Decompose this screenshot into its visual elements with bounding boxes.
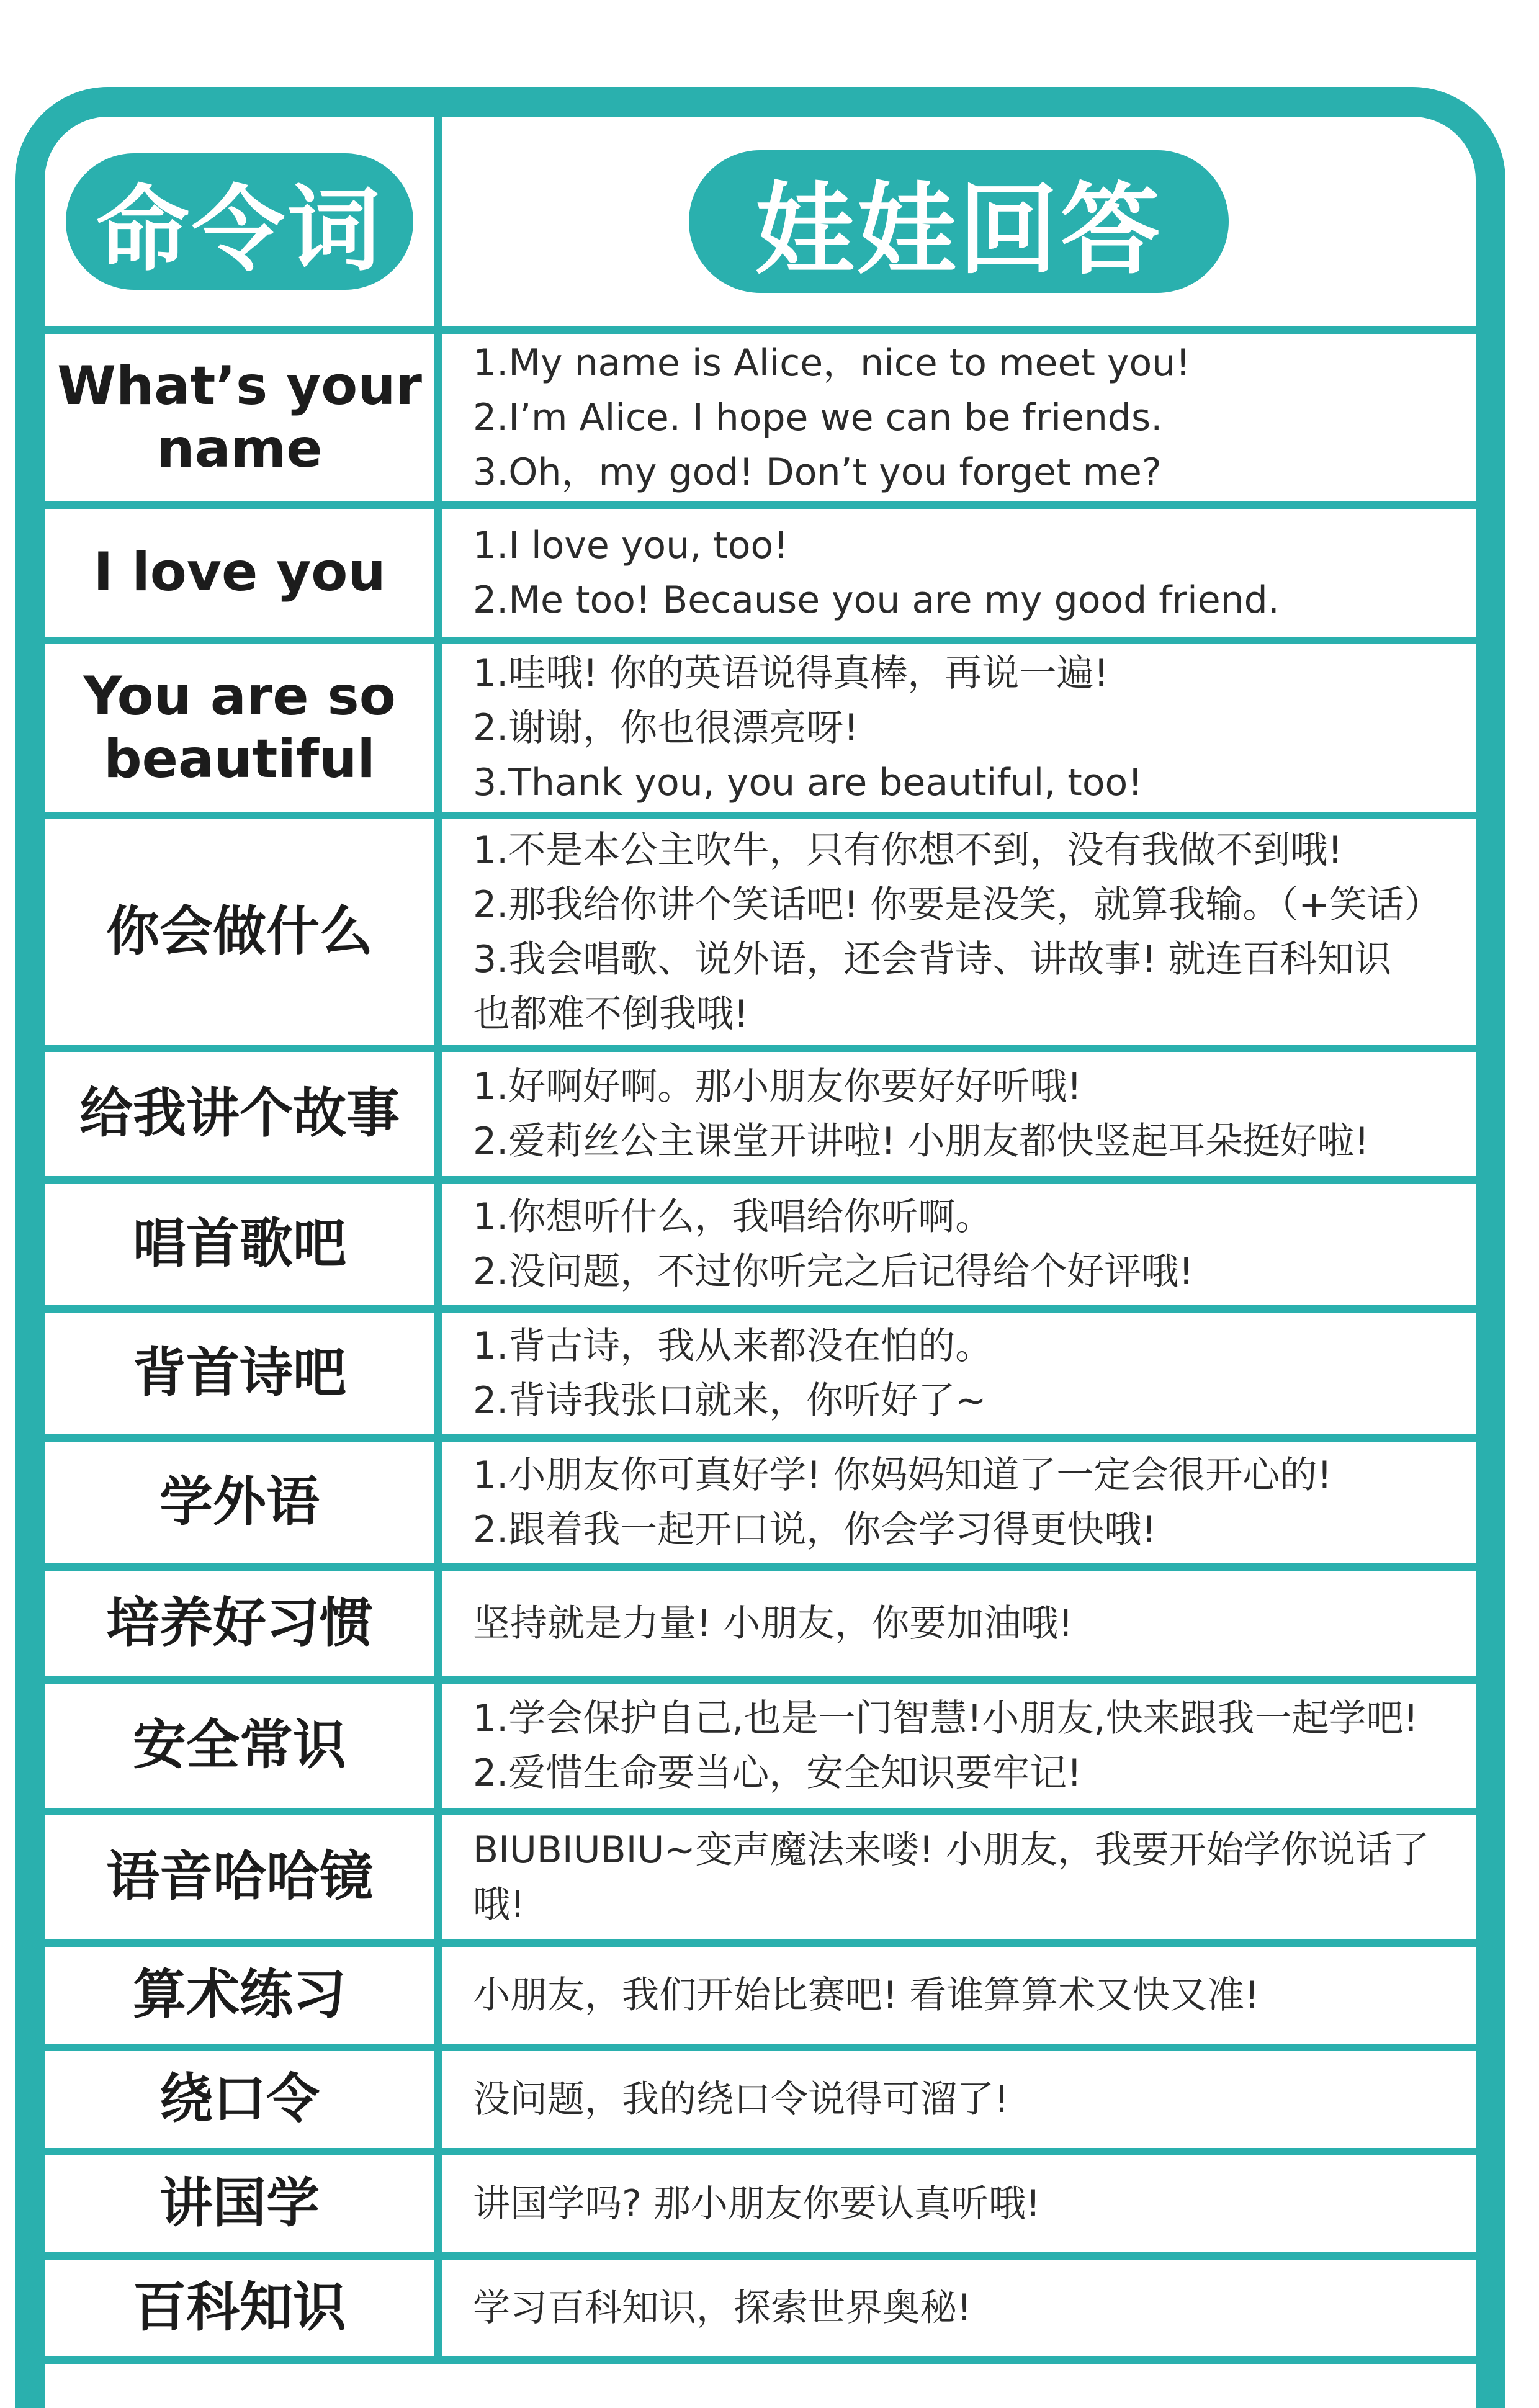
command-cell: 百科知识: [45, 2260, 442, 2364]
answer-line: 坚持就是力量! 小朋友，你要加油哦!: [473, 1602, 1074, 1645]
answer-cell: [442, 1052, 1476, 1184]
answer-line: 学习百科知识，探索世界奥秘!: [473, 2286, 972, 2330]
answer-line: 2.I’m Alice. I hope we can be friends.: [473, 396, 1163, 439]
answer-line: 1.好啊好啊。那小朋友你要好好听哦!: [473, 1065, 1082, 1108]
answer-line: 也都难不倒我哦!: [473, 992, 749, 1036]
command-table: [45, 117, 1476, 2364]
answer-line: 1.哇哦! 你的英语说得真棒，再说一遍!: [473, 652, 1109, 695]
answer-line: 1.学会保护自己,也是一门智慧!小朋友,快来跟我一起学吧!: [473, 1697, 1419, 1740]
answer-line: 2.爱惜生命要当心，安全知识要牢记!: [473, 1751, 1082, 1795]
header-command-cell: [45, 117, 442, 334]
answer-cell: [442, 509, 1476, 644]
answer-line: 小朋友，我们开始比赛吧! 看谁算算术又快又准!: [473, 1974, 1260, 2017]
answer-cell: [442, 2051, 1476, 2155]
answer-line: 2.跟着我一起开口说，你会学习得更快哦!: [473, 1508, 1157, 1552]
answer-line: 2.背诗我张口就来，你听好了~: [473, 1379, 987, 1422]
answer-line: 1.My name is Alice，nice to meet you!: [473, 341, 1191, 385]
answer-line: 1.你想听什么，我唱给你听啊。: [473, 1195, 993, 1239]
answer-cell: [442, 1571, 1476, 1684]
answer-cell: [442, 1684, 1476, 1815]
answer-line: 2.没问题，不过你听完之后记得给个好评哦!: [473, 1250, 1194, 1293]
answer-line: BIUBIUBIU~变声魔法来喽! 小朋友，我要开始学你说话了: [473, 1828, 1430, 1872]
command-cell: 唱首歌吧: [45, 1184, 442, 1313]
command-cell: 绕口令: [45, 2051, 442, 2155]
answer-line: 1.背古诗，我从来都没在怕的。: [473, 1324, 993, 1368]
answer-cell: [442, 334, 1476, 509]
header-answer-cell: [442, 117, 1476, 334]
command-cell: 背首诗吧: [45, 1313, 442, 1442]
command-cell: 培养好习惯: [45, 1571, 442, 1684]
answer-line: 3.Thank you, you are beautiful, too!: [473, 761, 1143, 804]
command-cell: You are so beautiful: [45, 644, 442, 819]
command-cell: 你会做什么: [45, 819, 442, 1052]
answer-cell: [442, 1442, 1476, 1571]
command-cell: 语音哈哈镜: [45, 1815, 442, 1947]
command-cell: 讲国学: [45, 2155, 442, 2260]
answer-cell: [442, 1184, 1476, 1313]
command-cell: 学外语: [45, 1442, 442, 1571]
answer-cell: [442, 1947, 1476, 2051]
answer-line: 1.小朋友你可真好学! 你妈妈知道了一定会很开心的!: [473, 1453, 1332, 1497]
answer-cell: [442, 819, 1476, 1052]
answer-line: 2.爱莉丝公主课堂开讲啦! 小朋友都快竖起耳朵挺好啦!: [473, 1120, 1370, 1163]
command-cell: 算术练习: [45, 1947, 442, 2051]
command-cell: What’s your name: [45, 334, 442, 509]
answer-title-badge: 娃娃回答: [689, 150, 1229, 293]
answer-cell: [442, 1815, 1476, 1947]
answer-cell: [442, 2260, 1476, 2364]
answer-line: 2.Me too! Because you are my good friend.: [473, 578, 1280, 622]
answer-line: 2.那我给你讲个笑话吧! 你要是没笑，就算我输。（+笑话）: [473, 883, 1442, 927]
command-cell: I love you: [45, 509, 442, 644]
command-cell: 给我讲个故事: [45, 1052, 442, 1184]
answer-cell: [442, 1313, 1476, 1442]
answer-line: 2.谢谢，你也很漂亮呀!: [473, 706, 859, 750]
answer-line: 3.Oh，my god! Don’t you forget me?: [473, 451, 1162, 494]
command-title-badge: 命令词: [66, 153, 413, 290]
command-cell: 安全常识: [45, 1684, 442, 1815]
answer-line: 1.I love you, too!: [473, 524, 789, 567]
answer-cell: [442, 644, 1476, 819]
answer-line: 讲国学吗? 那小朋友你要认真听哦!: [473, 2182, 1041, 2226]
answer-line: 没问题，我的绕口令说得可溜了!: [473, 2078, 1010, 2121]
answer-line: 哦!: [473, 1883, 526, 1926]
answer-line: 1.不是本公主吹牛，只有你想不到，没有我做不到哦!: [473, 828, 1343, 872]
answer-cell: [442, 2155, 1476, 2260]
command-table-frame: [15, 87, 1505, 2408]
answer-line: 3.我会唱歌、说外语，还会背诗、讲故事! 就连百科知识: [473, 937, 1392, 981]
